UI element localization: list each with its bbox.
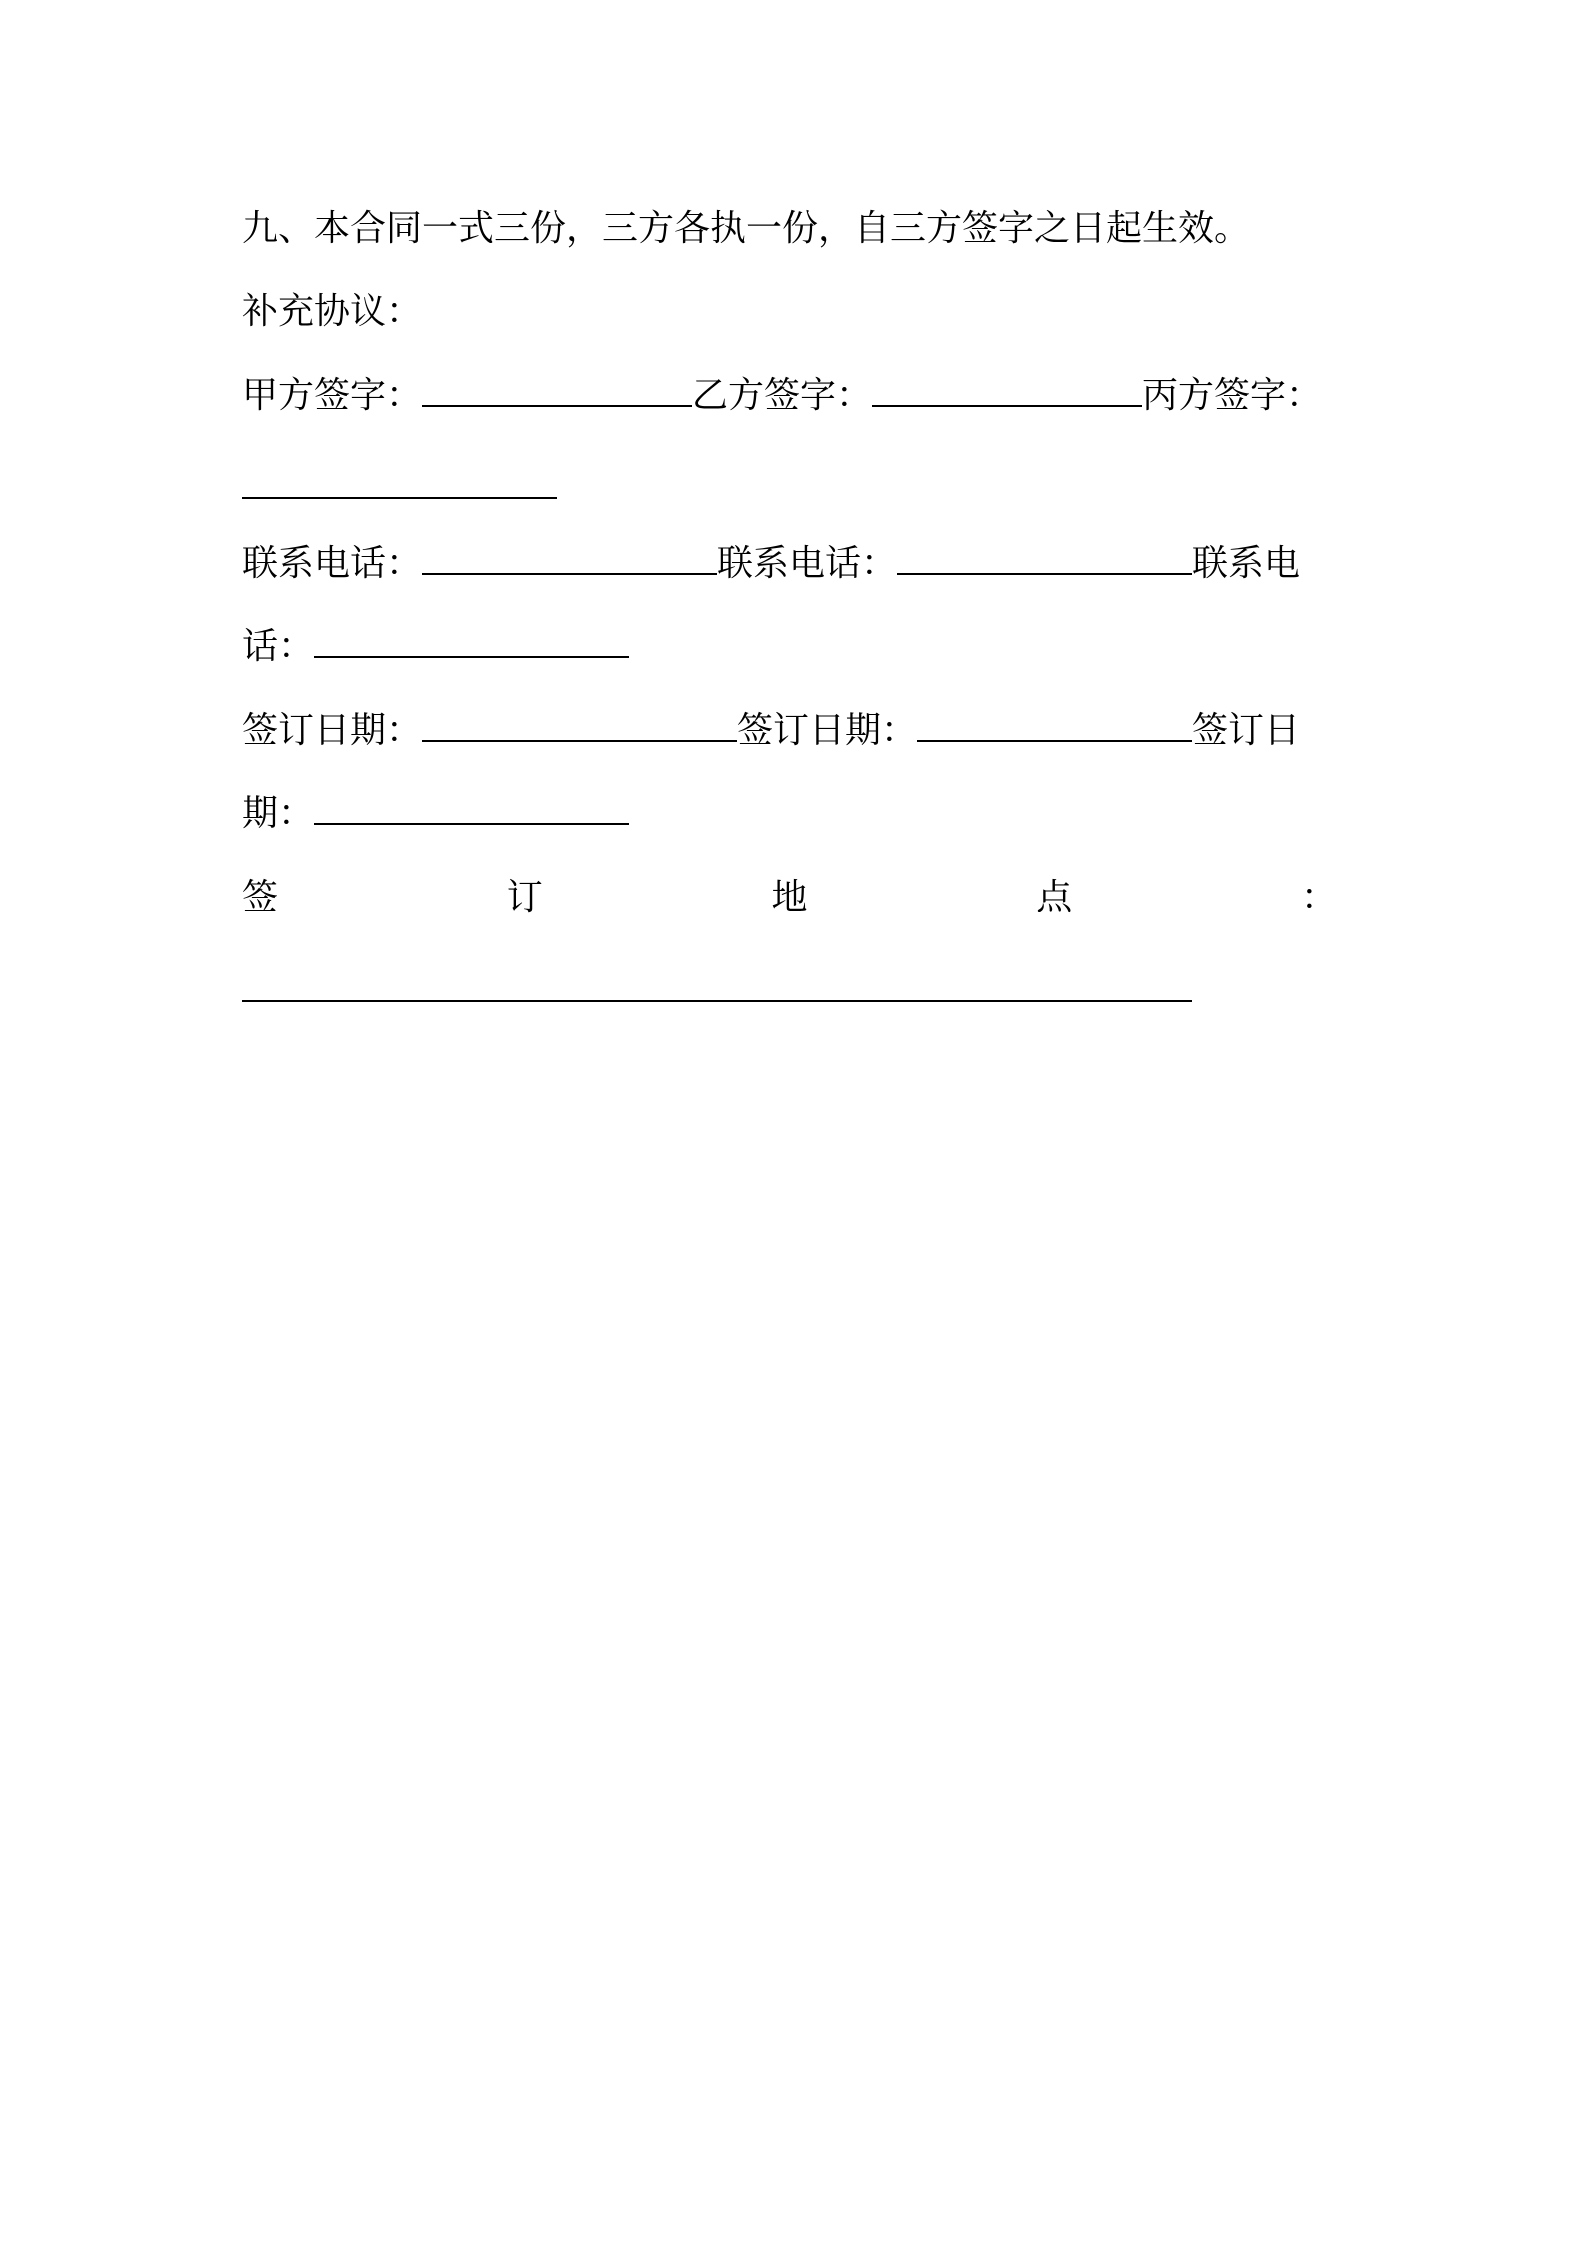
- party-c-signature-label: 丙方签字：: [1142, 375, 1323, 416]
- party-b-date-label: 签订日期：: [737, 710, 918, 751]
- party-b-phone-label: 联系电话：: [717, 543, 898, 584]
- clause-nine-text: 九、本合同一式三份，三方各执一份，自三方签字之日起生效。: [242, 208, 1251, 249]
- party-a-phone-label: 联系电话：: [242, 543, 423, 584]
- phone-row-continued: [242, 623, 1362, 671]
- party-c-date-label-end: 期：: [242, 793, 315, 834]
- party-c-phone-label-start: 联系电: [1192, 543, 1301, 584]
- party-b-phone-field[interactable]: [897, 543, 1192, 575]
- party-a-phone-field[interactable]: [422, 543, 717, 575]
- party-a-date-field[interactable]: [422, 710, 737, 742]
- party-c-phone-label-end: 话：: [242, 626, 315, 667]
- place-label-char: ：: [1300, 877, 1337, 918]
- place-label-char: 签: [242, 877, 279, 918]
- phone-row: [242, 540, 1362, 588]
- date-row: [242, 707, 1362, 755]
- party-a-date-label: 签订日期：: [242, 710, 423, 751]
- supplement-heading: [242, 288, 1362, 336]
- clause-nine: [242, 205, 1362, 253]
- party-b-signature-label: 乙方签字：: [692, 375, 873, 416]
- place-label-char: 点: [1036, 877, 1073, 918]
- party-b-signature-field[interactable]: [872, 375, 1142, 407]
- party-b-date-field[interactable]: [917, 710, 1192, 742]
- signing-place-label: [242, 874, 1337, 922]
- party-c-phone-field[interactable]: [314, 626, 629, 658]
- place-label-char: 订: [506, 877, 543, 918]
- date-row-continued: [242, 790, 1362, 838]
- signature-row: [242, 372, 1362, 420]
- party-c-date-label-start: 签订日: [1192, 710, 1301, 751]
- place-label-char: 地: [771, 877, 808, 918]
- signing-place-field[interactable]: [242, 1000, 1192, 1002]
- party-c-date-field[interactable]: [314, 793, 629, 825]
- party-a-signature-field[interactable]: [422, 375, 692, 407]
- party-c-signature-field[interactable]: [242, 497, 557, 499]
- party-a-signature-label: 甲方签字：: [242, 375, 423, 416]
- supplement-label: 补充协议：: [242, 291, 423, 332]
